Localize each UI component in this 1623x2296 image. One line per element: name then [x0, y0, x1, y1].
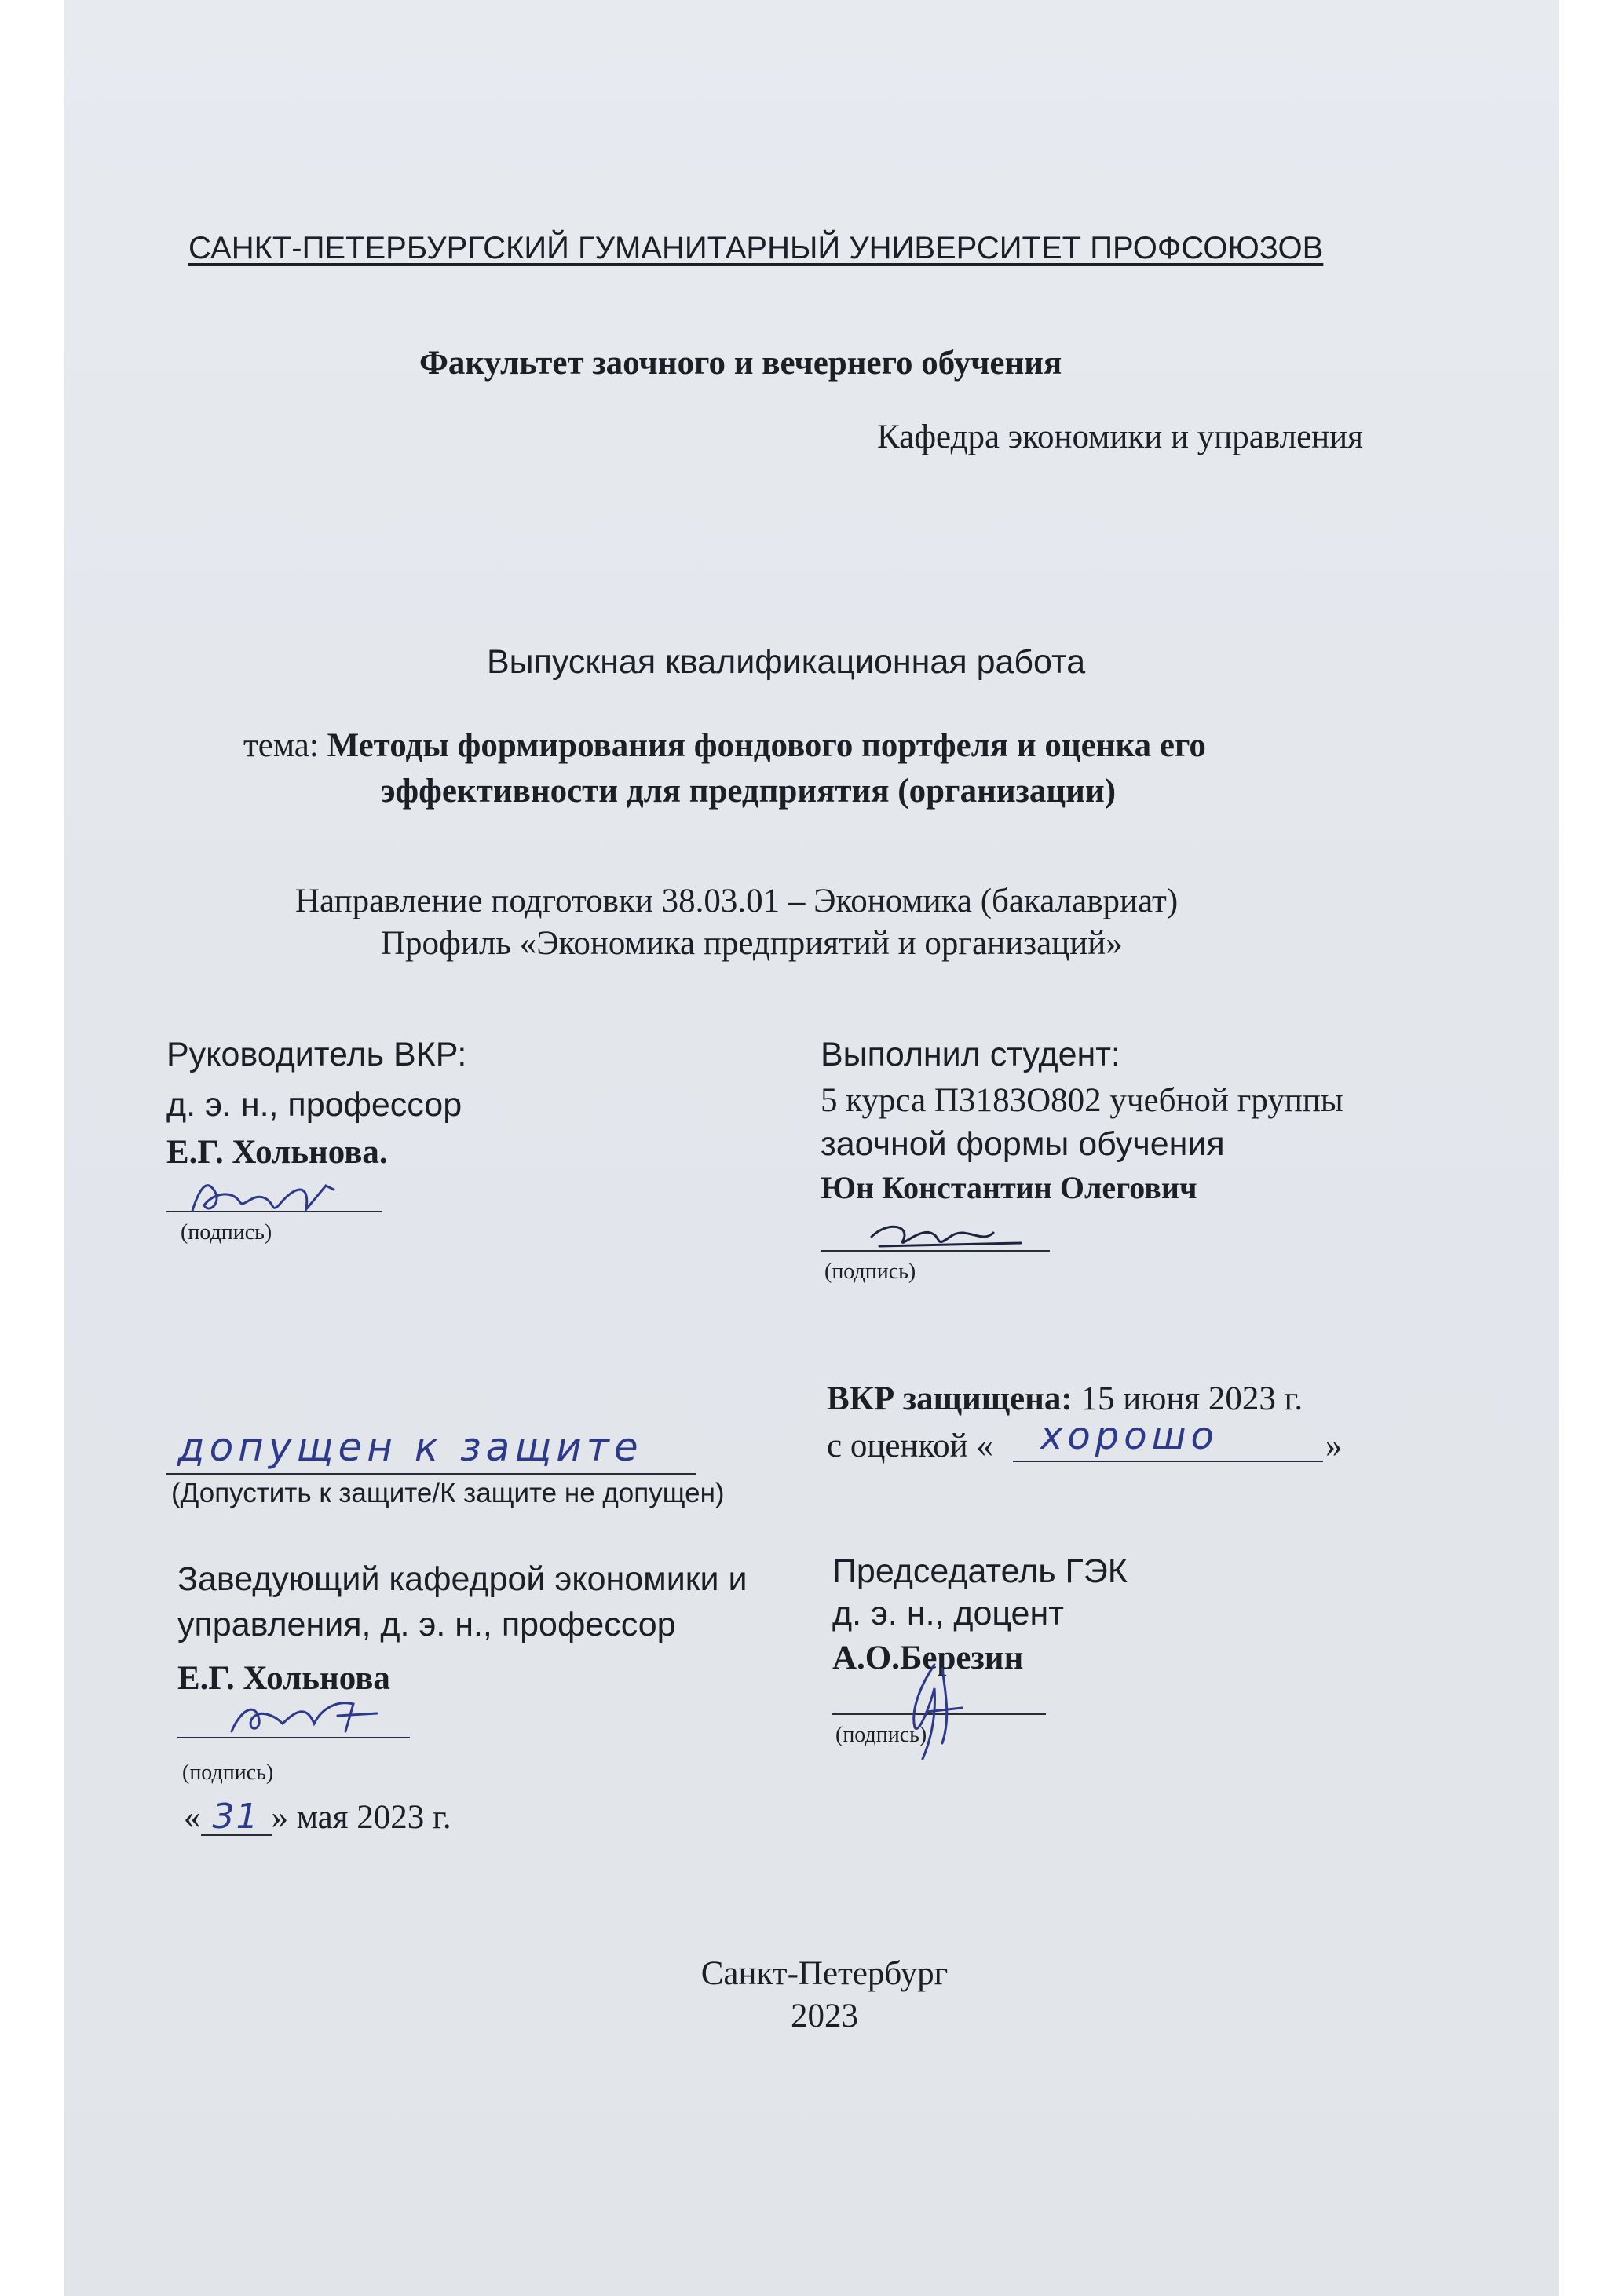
chair-name: А.О.Березин — [832, 1640, 1024, 1676]
head-title-line-2: управления, д. э. н., профессор — [177, 1606, 676, 1643]
defense-date: 15 июня 2023 г. — [1072, 1380, 1303, 1417]
defense-grade-suffix: » — [1325, 1428, 1343, 1464]
grade-handwritten: хорошо — [1040, 1414, 1219, 1458]
defense-label: ВКР защищена: — [827, 1380, 1073, 1417]
page-margin — [1559, 0, 1623, 2296]
head-date-day: 31 — [201, 1800, 272, 1836]
admission-line — [166, 1473, 696, 1475]
topic-line-1 — [243, 729, 1206, 762]
student-group: 5 курса ПЗ18ЗО802 учебной группы — [821, 1082, 1343, 1119]
head-signature — [220, 1688, 393, 1743]
footer-city: Санкт-Петербург — [700, 1955, 949, 1992]
chair-sign-caption: (подпись) — [835, 1723, 927, 1747]
supervisor-signature — [177, 1170, 365, 1225]
head-date — [184, 1797, 451, 1837]
supervisor-name: Е.Г. Хольнова. — [166, 1134, 388, 1171]
student-sign-caption: (подпись) — [824, 1260, 916, 1284]
defense-grade-prefix: с оценкой « — [827, 1428, 993, 1464]
supervisor-sign-caption: (подпись) — [181, 1220, 272, 1245]
topic-title: Методы формирования фондового портфеля и оценка его — [327, 727, 1206, 764]
faculty-name: Факультет заочного и вечернего обучения — [419, 345, 1062, 382]
footer-year: 2023 — [791, 1998, 858, 2035]
defense-info — [827, 1382, 1303, 1416]
topic-line-2: эффективности для предприятия (организации) — [381, 773, 1117, 810]
supervisor-degree: д. э. н., профессор — [166, 1086, 462, 1124]
student-name: Юн Константин Олегович — [821, 1170, 1197, 1205]
head-name: Е.Г. Хольнова — [177, 1660, 390, 1697]
topic-prefix: тема: — [243, 727, 327, 764]
work-type: Выпускная квалификационная работа — [487, 643, 1086, 681]
chair-role: Председатель ГЭК — [832, 1552, 1128, 1590]
student-study-form: заочной формы обучения — [821, 1125, 1225, 1163]
department-name: Кафедра экономики и управления — [877, 419, 1363, 455]
head-sign-caption: (подпись) — [182, 1760, 274, 1785]
study-profile: Профиль «Экономика предприятий и организаций» — [381, 925, 1123, 962]
study-direction: Направление подготовки 38.03.01 – Экономика (бакалавриат) — [295, 883, 1179, 919]
admission-handwritten: допущен к защите — [177, 1424, 643, 1470]
head-title-line-1: Заведующий кафедрой экономики и — [177, 1560, 748, 1598]
chair-signature — [887, 1657, 981, 1767]
university-name: САНКТ-ПЕТЕРБУРГСКИЙ ГУМАНИТАРНЫЙ УНИВЕРСИТЕТ ПРОФСОЮЗОВ — [188, 231, 1324, 265]
student-signature — [856, 1213, 1044, 1260]
grade-line — [1013, 1461, 1323, 1462]
admission-caption: (Допустить к защите/К защите не допущен) — [171, 1478, 725, 1508]
head-date-rest: » мая 2023 г. — [271, 1799, 451, 1836]
supervisor-role: Руководитель ВКР: — [166, 1036, 467, 1073]
student-role: Выполнил студент: — [821, 1036, 1120, 1073]
head-date-open: « — [184, 1799, 201, 1836]
chair-degree: д. э. н., доцент — [832, 1595, 1064, 1632]
